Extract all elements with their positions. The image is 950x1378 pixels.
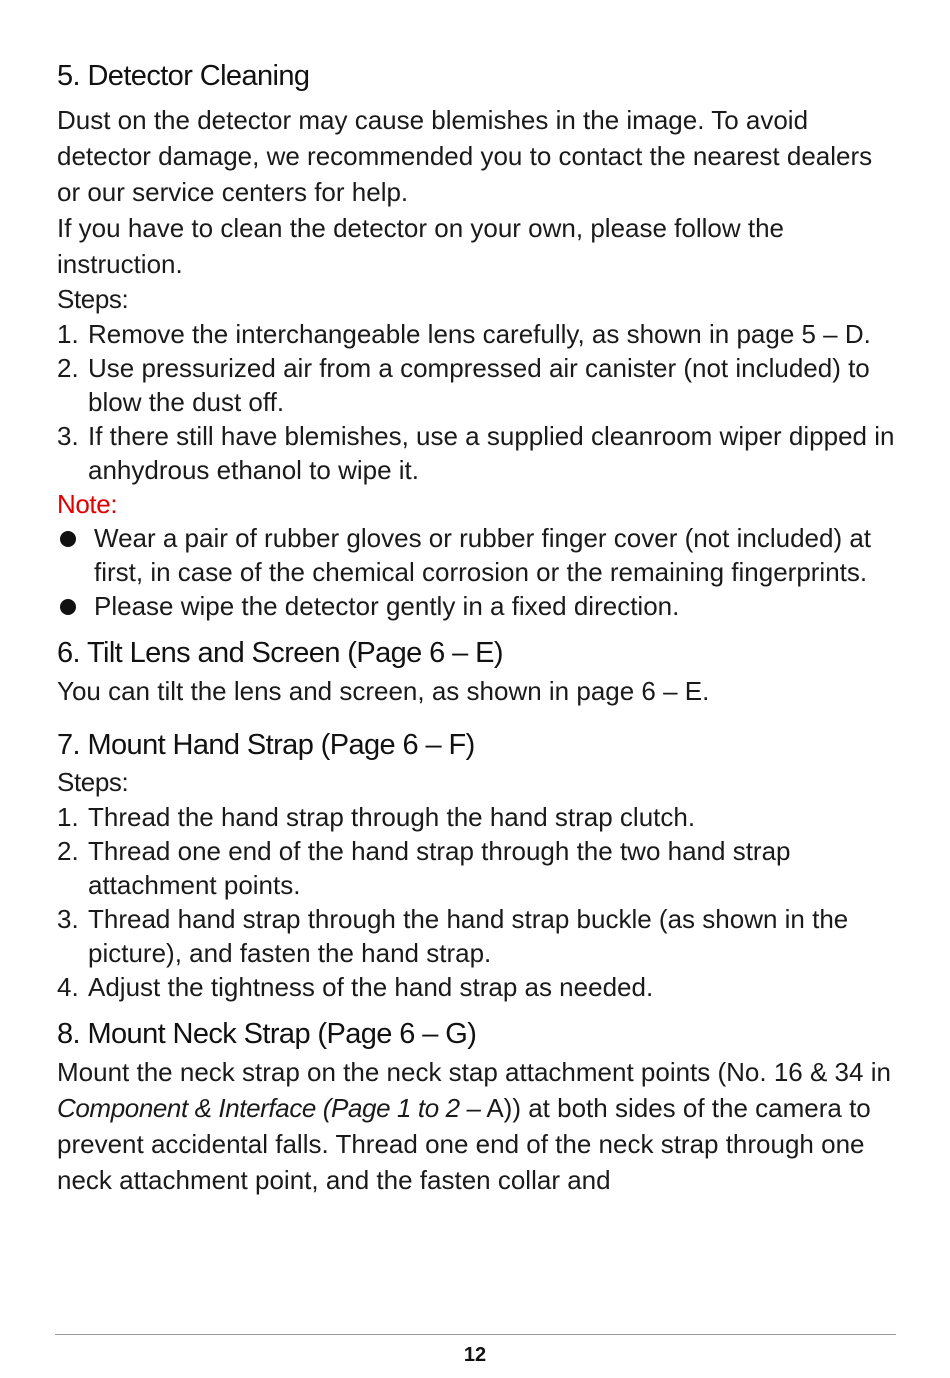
section-detector-cleaning [57,56,897,623]
paragraph: Dust on the detector may cause blemishes in the image. To avoid detector damage, we recommended you to contact the nearest dealers or our service centers for help. [57,105,873,207]
step-text: Thread one end of the hand strap through the two hand strap attachment points. [88,836,791,900]
list-item [57,521,897,589]
list-item [57,589,897,623]
list-item [57,970,897,1004]
section-number: 8. [57,1018,80,1050]
step-number: 3. [57,421,79,451]
paragraph: If you have to clean the detector on your own, please follow the instruction. [57,213,785,279]
section-heading [57,1014,897,1054]
section-heading [57,725,897,765]
section-tilt-lens [57,633,897,709]
list-item [57,351,897,419]
cross-reference: Component & Interface (Page 1 to 2 – [57,1093,481,1123]
section-heading [57,633,897,673]
note-label: Note: [57,489,118,519]
step-number: 1. [57,319,79,349]
section-heading [57,56,897,96]
paragraph-text: A)) at both sides of the camera to prevent accidental falls. Thread one end of the neck strap through one neck attachment point, and the fasten collar and [57,1093,871,1195]
steps-label: Steps: [57,767,129,797]
step-text: Use pressurized air from a compressed air canister (not included) to blow the dust off. [88,353,870,417]
step-text: Thread the hand strap through the hand strap clutch. [88,802,696,832]
step-number: 2. [57,836,79,866]
section-hand-strap [57,725,897,1004]
section-title: Mount Neck Strap (Page 6 – G) [87,1018,477,1050]
steps-label: Steps: [57,284,129,314]
page-number: 12 [463,1344,487,1366]
paragraph [57,1054,897,1198]
document-page [57,56,897,1198]
list-item [57,834,897,902]
step-text: Thread hand strap through the hand strap buckle (as shown in the picture), and fasten the hand strap. [88,904,849,968]
section-number: 7. [57,729,80,761]
section-title: Tilt Lens and Screen (Page 6 – E) [86,637,503,669]
section-neck-strap [57,1014,897,1198]
step-text: Adjust the tightness of the hand strap as needed. [88,972,654,1002]
steps-list [57,800,897,1004]
steps-list [57,317,897,487]
section-number: 6. [57,637,80,669]
note-text: Wear a pair of rubber gloves or rubber finger cover (not included) at first, in case of the chemical corrosion or the remaining fingerprints. [94,523,872,587]
step-number: 2. [57,353,79,383]
section-title: Mount Hand Strap (Page 6 – F) [87,729,475,761]
step-number: 3. [57,904,79,934]
step-text: If there still have blemishes, use a supplied cleanroom wiper dipped in anhydrous ethanol to wipe it. [88,421,895,485]
note-text: Please wipe the detector gently in a fixed direction. [94,591,680,621]
bullet-icon [60,599,76,615]
list-item [57,419,897,487]
section-title: Detector Cleaning [87,60,310,92]
list-item [57,317,897,351]
paragraph-text: Mount the neck strap on the neck stap attachment points (No. 16 & 34 in [57,1057,891,1087]
step-number: 1. [57,802,79,832]
list-item [57,902,897,970]
section-number: 5. [57,60,80,92]
step-text: Remove the interchangeable lens carefully, as shown in page 5 – D. [88,319,871,349]
notes-list [57,521,897,623]
bullet-icon [60,531,76,547]
step-number: 4. [57,972,79,1002]
footer-divider [55,1334,896,1335]
paragraph: You can tilt the lens and screen, as shown in page 6 – E. [57,676,710,706]
list-item [57,800,897,834]
